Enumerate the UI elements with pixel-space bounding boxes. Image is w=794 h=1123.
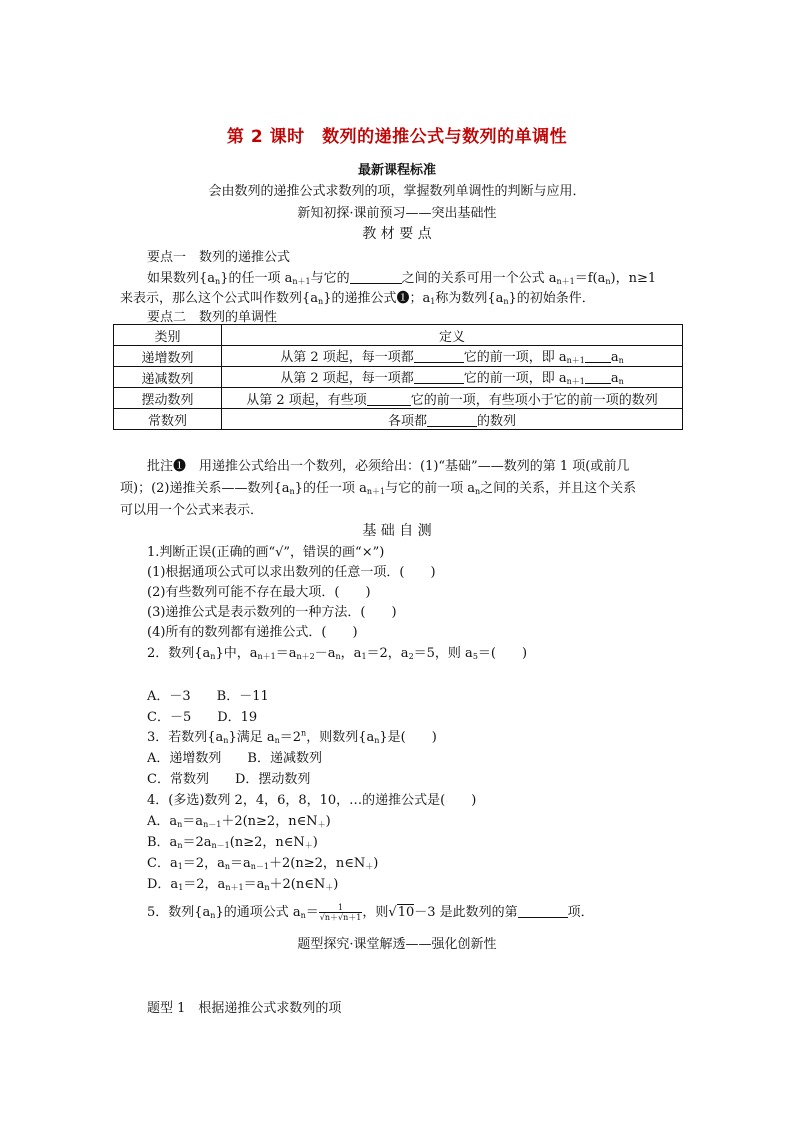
selftest-heading: 基 础 自 测 — [362, 523, 432, 539]
point1-line1: 如果数列$\{a_n\}$的任一项 $a_{n+1}$与它的 之间的关系可用一个公式 $a_{n+1}=f(a_n)$，n≥1 — [147, 271, 657, 286]
blank-line — [350, 271, 402, 284]
preview-heading: 新知初探·课前预习——突出基础性 — [297, 206, 497, 221]
q5-stem: 5．数列$\{a_n\}$的通项公式 $a_n=$ $\frac{1}{√n+√n+1}$ ，则√10－3 是此数列的第 项． — [147, 903, 594, 922]
table-header-type: 类别 — [114, 325, 222, 346]
q3-options-ab: A．递增数列 B．递减数列 — [147, 751, 322, 766]
point2-title: 要点二 数列的单调性 — [147, 310, 278, 325]
q1-item-3: (3)递推公式是表示数列的一种方法．( ) — [147, 605, 397, 620]
q2-options-cd: C．－5 D．19 — [147, 710, 258, 725]
q4-option-d: D．$a_1=2$，$a_{n+1}=a_n+2(n\in N_+)$ — [147, 877, 339, 892]
standard-text: 会由数列的递推公式求数列的项，掌握数列单调性的判断与应用． — [208, 184, 586, 199]
q3-stem: 3．若数列$\{a_n\}$满足 $a_n=2^n$，则数列$\{a_n\}$是( ) — [147, 728, 437, 745]
note-line1: 批注❶ 用递推公式给出一个数列，必须给出：(1)“基础”——数列的第 1 项(或前几 — [147, 459, 630, 474]
standard-heading: 最新课程标准 — [357, 163, 436, 178]
table-row: 递减数列 从第 2 项起，每一项都 它的前一项，即 $a_{n+1}$ $a_n$ — [114, 367, 683, 388]
page-title: 第 2 课时 数列的递推公式与数列的单调性 — [226, 127, 568, 147]
q2-stem: 2．数列$\{a_n\}$中，$a_{n+1}=a_{n+2}-a_n$，$a_1=2$，$a_2=5$，则 $a_5=$( ) — [147, 646, 528, 661]
table-row: 摆动数列 从第 2 项起，有些项 它的前一项，有些项小于它的前一项的数列 — [114, 388, 683, 409]
q3-options-cd: C．常数列 D．摆动数列 — [147, 772, 311, 787]
q4-stem: 4．(多选)数列 2，4，6，8，10，…的递推公式是( ) — [147, 793, 477, 808]
table-header-row — [114, 325, 683, 346]
note-line2: 项)；(2)递推关系——数列$\{a_n\}$的任一项 $a_{n+1}$与它的前一项 $a_n$之间的关系，并且这个关系 — [120, 481, 637, 496]
q4-option-b: B．$a_n=2a_{n-1}(n\ge 2$，$n\in N_+$) — [147, 835, 318, 850]
q1-item-1: (1)根据通项公式可以求出数列的任意一项．( ) — [147, 565, 436, 580]
q4-option-a: A．$a_n=a_{n-1}+2(n\ge 2$，$n\in N_+$) — [147, 814, 331, 829]
q2-options-ab: A．－3 B．－11 — [147, 689, 269, 704]
monotonicity-table — [113, 324, 683, 430]
point1-title: 要点一 数列的递推公式 — [147, 250, 291, 265]
point1-line2: 来表示，那么这个公式叫作数列$\{a_n\}$的递推公式❶；$a_1$称为数列$\{a_n\}$的初始条件． — [120, 291, 595, 306]
q5-fraction: $\frac{1}{√n+√n+1}$ — [319, 903, 362, 922]
table-row: 递增数列 从第 2 项起，每一项都 它的前一项，即 $a_{n+1}$ $a_n$ — [114, 346, 683, 367]
textbook-points-heading: 教 材 要 点 — [362, 226, 432, 242]
q1-item-4: (4)所有的数列都有递推公式．( ) — [147, 625, 358, 640]
type1-heading: 题型 1 根据递推公式求数列的项 — [147, 1001, 342, 1016]
explore-heading: 题型探究·课堂解透——强化创新性 — [297, 937, 497, 952]
note-line3: 可以用一个公式来表示． — [120, 503, 264, 518]
q1-item-2: (2)有些数列可能不存在最大项．( ) — [147, 585, 371, 600]
q1-stem: 1.判断正误(正确的画“√”，错误的画“×”) — [147, 545, 385, 560]
table-header-definition: 定义 — [222, 325, 683, 346]
table-row: 常数列 各项都 的数列 — [114, 409, 683, 430]
q4-option-c: C．$a_1=2$，$a_n=a_{n-1}+2(n\ge 2$，$n\in N_+$) — [147, 856, 379, 871]
